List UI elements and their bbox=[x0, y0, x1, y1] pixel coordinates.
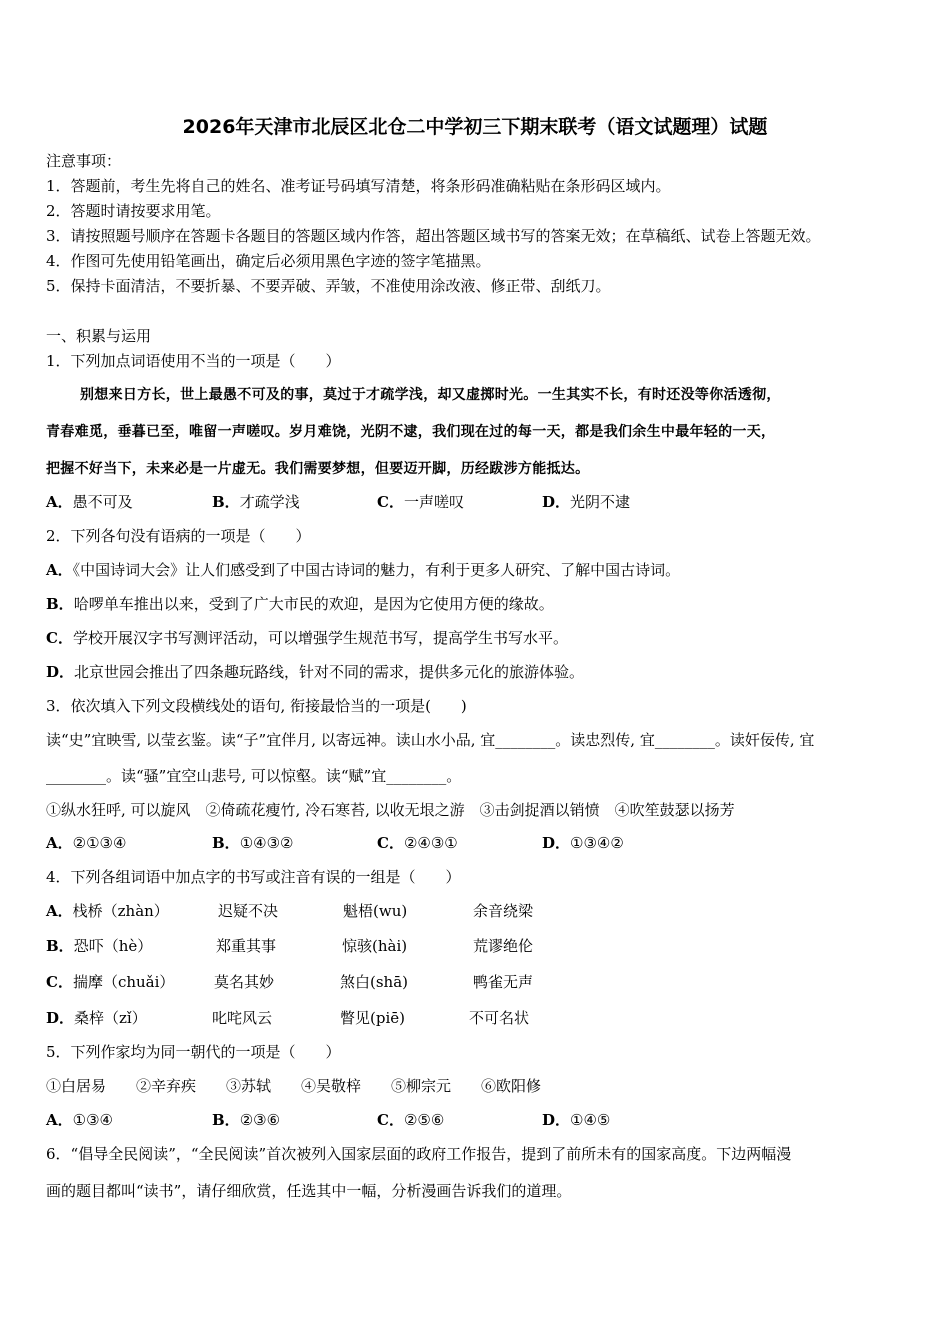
note-item: 2．答题时请按要求用笔。 bbox=[46, 202, 221, 220]
option-text: ②③⑥ bbox=[239, 1111, 281, 1129]
option-label: C． bbox=[377, 834, 404, 852]
option-text: 揣摩（chuǎi） bbox=[72, 973, 175, 991]
option-label: B． bbox=[46, 937, 74, 955]
q4-term: 莫名其妙 bbox=[214, 973, 275, 991]
option-label: C． bbox=[46, 629, 73, 647]
option-text: ①④③② bbox=[239, 834, 294, 852]
option-label: A． bbox=[46, 561, 73, 579]
option-label: A． bbox=[46, 1111, 73, 1129]
option-text: 哈啰单车推出以来，受到了广大市民的欢迎，是因为它使用方便的缘故。 bbox=[73, 595, 554, 613]
option-text: 桑梓（zǐ） bbox=[74, 1009, 147, 1027]
q4-option-c[interactable] bbox=[46, 972, 174, 992]
q1-passage-line: 别想来日方长，世上最愚不可及的事，莫过于才疏学浅，却又虚掷时光。一生其实不长，有时还没等你活透彻， bbox=[80, 387, 781, 403]
option-text: 光阴不逮 bbox=[570, 493, 631, 511]
q4-term: 余音绕梁 bbox=[473, 902, 534, 920]
q4-term: 荒谬绝伦 bbox=[473, 937, 534, 955]
q1-passage-line: 青春难觅，垂暮已至，唯留一声嗟叹。岁月难饶，光阴不逮，我们现在过的每一天，都是我们余生中最年轻的一天， bbox=[46, 424, 776, 440]
q3-option-b[interactable] bbox=[212, 833, 293, 853]
option-label: B． bbox=[46, 595, 74, 613]
option-label: D． bbox=[542, 1111, 571, 1129]
q2-option-c[interactable] bbox=[46, 628, 568, 648]
question-6-stem: 6．“倡导全民阅读”，“全民阅读”首次被列入国家层面的政府工作报告，提到了前所未有的国家高度。下边两幅漫 bbox=[46, 1145, 792, 1163]
q1-option-a[interactable] bbox=[46, 492, 133, 512]
page-title: 2026年天津市北辰区北仓二中学初三下期末联考（语文试题理）试题 bbox=[182, 116, 768, 138]
option-text: 北京世园会推出了四条趣玩路线，针对不同的需求，提供多元化的旅游体验。 bbox=[74, 663, 585, 681]
option-label: B． bbox=[212, 1111, 240, 1129]
option-text: ②④③① bbox=[403, 834, 458, 852]
q4-term: 不可名状 bbox=[469, 1009, 530, 1027]
q5-option-b[interactable] bbox=[212, 1110, 280, 1130]
option-text: ①③④ bbox=[72, 1111, 113, 1129]
q2-option-b[interactable] bbox=[46, 594, 554, 614]
q1-passage-line: 把握不好当下，未来必是一片虚无。我们需要梦想，但要迈开脚，历经跋涉方能抵达。 bbox=[46, 461, 590, 477]
option-text: 学校开展汉字书写测评活动，可以增强学生规范书写，提高学生书写水平。 bbox=[72, 629, 568, 647]
option-label: A． bbox=[46, 834, 73, 852]
option-text: ①④⑤ bbox=[570, 1111, 611, 1129]
option-text: ②①③④ bbox=[72, 834, 127, 852]
question-1-stem: 1．下列加点词语使用不当的一项是（ ） bbox=[46, 352, 341, 370]
option-label: D． bbox=[46, 663, 75, 681]
option-label: C． bbox=[377, 1111, 404, 1129]
q5-option-a[interactable] bbox=[46, 1110, 113, 1130]
q2-option-a[interactable] bbox=[46, 560, 680, 580]
q4-term: 魁梧(wu) bbox=[343, 902, 408, 920]
q1-option-c[interactable] bbox=[377, 492, 464, 512]
option-text: 栈桥（zhàn） bbox=[72, 902, 169, 920]
q3-option-d[interactable] bbox=[542, 833, 624, 853]
option-text: 《中国诗词大会》让人们感受到了中国古诗词的魅力，有利于更多人研究、了解中国古诗词。 bbox=[72, 561, 681, 579]
q4-term: 迟疑不决 bbox=[218, 902, 279, 920]
option-text: 一声嗟叹 bbox=[403, 493, 464, 511]
note-item: 5．保持卡面清洁，不要折暴、不要弄破、弄皱，不准使用涂改液、修正带、刮纸刀。 bbox=[46, 277, 611, 295]
q4-term: 惊骇(hài) bbox=[342, 937, 408, 955]
q3-option-a[interactable] bbox=[46, 833, 126, 853]
q4-term: 郑重其事 bbox=[216, 937, 277, 955]
q4-term: 鸭雀无声 bbox=[473, 973, 534, 991]
option-label: D． bbox=[542, 834, 571, 852]
option-label: B． bbox=[212, 493, 240, 511]
q4-term: 叱咤风云 bbox=[212, 1009, 273, 1027]
section-heading: 一、积累与运用 bbox=[46, 327, 152, 345]
q5-authors: ①白居易 ②辛弃疾 ③苏轼 ④吴敬梓 ⑤柳宗元 ⑥欧阳修 bbox=[46, 1077, 542, 1095]
question-4-stem: 4．下列各组词语中加点字的书写或注音有误的一组是（ ） bbox=[46, 868, 461, 886]
option-text: 愚不可及 bbox=[72, 493, 133, 511]
note-item: 4．作图可先使用铅笔画出，确定后必须用黑色字迹的签字笔描黑。 bbox=[46, 252, 491, 270]
q3-text-line: ________。读“骚”宜空山悲号, 可以惊壑。读“赋”宜________。 bbox=[46, 767, 462, 785]
option-label: B． bbox=[212, 834, 240, 852]
q4-option-a[interactable] bbox=[46, 901, 169, 921]
question-5-stem: 5．下列作家均为同一朝代的一项是（ ） bbox=[46, 1043, 341, 1061]
q4-option-d[interactable] bbox=[46, 1008, 147, 1028]
option-text: ②⑤⑥ bbox=[403, 1111, 445, 1129]
option-label: A． bbox=[46, 493, 73, 511]
q2-option-d[interactable] bbox=[46, 662, 584, 682]
q4-option-b[interactable] bbox=[46, 936, 152, 956]
q4-term: 瞥见(piē) bbox=[340, 1009, 405, 1027]
option-label: C． bbox=[377, 493, 404, 511]
q1-option-d[interactable] bbox=[542, 492, 630, 512]
note-item: 3．请按照题号顺序在答题卡各题目的答题区域内作答，超出答题区域书写的答案无效；在草稿纸、试卷上答题无效。 bbox=[46, 227, 821, 245]
option-label: D． bbox=[46, 1009, 75, 1027]
notes-heading: 注意事项： bbox=[46, 152, 122, 170]
q3-choices: ①纵水狂呼, 可以旋风 ②倚疏花瘦竹, 冷石寒苔, 以收无垠之游 ③击剑捉酒以销愤 ④吹笙鼓瑟以扬芳 bbox=[46, 801, 735, 819]
q4-term: 煞白(shā) bbox=[340, 973, 409, 991]
q3-option-c[interactable] bbox=[377, 833, 458, 853]
option-label: C． bbox=[46, 973, 73, 991]
option-text: 恐吓（hè） bbox=[73, 937, 153, 955]
question-2-stem: 2．下列各句没有语病的一项是（ ） bbox=[46, 527, 311, 545]
q1-option-b[interactable] bbox=[212, 492, 300, 512]
option-text: ①③④② bbox=[570, 834, 624, 852]
option-label: A． bbox=[46, 902, 73, 920]
option-text: 才疏学浅 bbox=[239, 493, 300, 511]
option-label: D． bbox=[542, 493, 571, 511]
note-item: 1．答题前，考生先将自己的姓名、准考证号码填写清楚，将条形码准确粘贴在条形码区域内。 bbox=[46, 177, 671, 195]
q3-text-line: 读“史”宜映雪, 以莹玄鉴。读“子”宜伴月, 以寄远神。读山水小品, 宜________。读忠烈传, 宜________。读奸佞传, 宜 bbox=[46, 731, 815, 749]
question-3-stem: 3．依次填入下列文段横线处的语句, 衔接最恰当的一项是( ) bbox=[46, 697, 467, 715]
q5-option-d[interactable] bbox=[542, 1110, 610, 1130]
q5-option-c[interactable] bbox=[377, 1110, 444, 1130]
question-6-stem-cont: 画的题目都叫“读书”，请仔细欣赏，任选其中一幅，分析漫画告诉我们的道理。 bbox=[46, 1182, 572, 1200]
